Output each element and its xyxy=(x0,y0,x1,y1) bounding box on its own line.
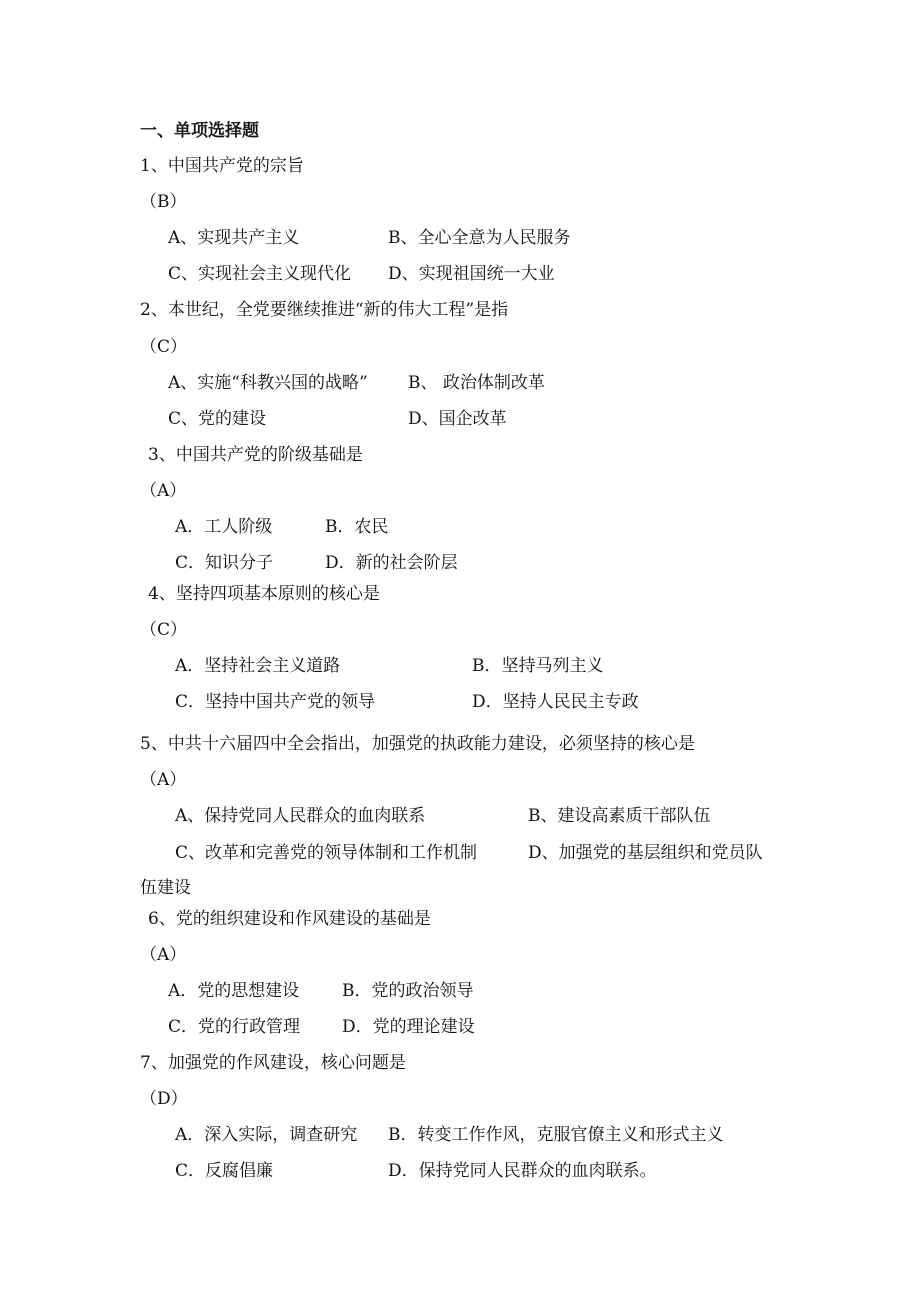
question-6-answer: （A） xyxy=(140,945,187,965)
question-6-option-a: A．党的思想建设 xyxy=(168,981,300,1001)
question-3-answer: （A） xyxy=(140,481,187,501)
question-4-stem: 4、坚持四项基本原则的核心是 xyxy=(148,584,380,604)
question-2-option-c: C、党的建设 xyxy=(168,409,267,429)
question-3-option-a: A．工人阶级 xyxy=(175,517,273,537)
question-7-option-d: D．保持党同人民群众的血肉联系。 xyxy=(388,1161,657,1181)
question-5-option-b: B、建设高素质干部队伍 xyxy=(528,806,711,826)
question-2-stem: 2、本世纪，全党要继续推进“新的伟大工程”是指 xyxy=(140,300,509,320)
question-5-option-d-continuation: 伍建设 xyxy=(140,878,191,898)
question-2-answer: （C） xyxy=(140,337,188,357)
question-2-option-d: D、国企改革 xyxy=(408,409,507,429)
question-7-option-b: B．转变工作作风，克服官僚主义和形式主义 xyxy=(388,1125,724,1145)
question-6-option-c: C．党的行政管理 xyxy=(168,1017,301,1037)
question-1-answer: （B） xyxy=(140,192,187,212)
question-6-option-d: D．党的理论建设 xyxy=(342,1017,475,1037)
question-6-stem: 6、党的组织建设和作风建设的基础是 xyxy=(148,909,431,929)
question-7-answer: （D） xyxy=(140,1089,188,1109)
question-1-stem: 1、中国共产党的宗旨 xyxy=(140,156,304,176)
question-5-answer: （A） xyxy=(140,770,187,790)
question-5-option-d: D、加强党的基层组织和党员队 xyxy=(528,843,763,863)
question-2-option-b: B、 政治体制改革 xyxy=(408,373,545,393)
question-6-option-b: B．党的政治领导 xyxy=(342,981,474,1001)
question-3-option-b: B．农民 xyxy=(325,517,389,537)
question-2-option-a: A、实施“科教兴国的战略” xyxy=(168,373,368,393)
question-3-stem: 3、中国共产党的阶级基础是 xyxy=(148,445,363,465)
question-4-option-d: D．坚持人民民主专政 xyxy=(472,692,639,712)
question-3-option-d: D．新的社会阶层 xyxy=(325,553,458,573)
question-4-answer: （C） xyxy=(140,620,188,640)
question-7-option-a: A．深入实际，调查研究 xyxy=(175,1125,358,1145)
question-4-option-c: C．坚持中国共产党的领导 xyxy=(175,692,376,712)
question-5-stem: 5、中共十六届四中全会指出，加强党的执政能力建设，必须坚持的核心是 xyxy=(140,734,695,754)
question-1-option-c: C、实现社会主义现代化 xyxy=(168,264,352,284)
question-1-option-d: D、实现祖国统一大业 xyxy=(388,264,555,284)
question-5-option-a: A、保持党同人民群众的血肉联系 xyxy=(175,806,426,826)
question-7-option-c: C．反腐倡廉 xyxy=(175,1161,274,1181)
question-4-option-b: B．坚持马列主义 xyxy=(472,656,604,676)
question-7-stem: 7、加强党的作风建设，核心问题是 xyxy=(140,1053,406,1073)
question-3-option-c: C．知识分子 xyxy=(175,553,274,573)
question-5-option-c: C、改革和完善党的领导体制和工作机制 xyxy=(175,843,478,863)
question-1-option-b: B、全心全意为人民服务 xyxy=(388,228,571,248)
question-1-option-a: A、实现共产主义 xyxy=(168,228,300,248)
question-4-option-a: A．坚持社会主义道路 xyxy=(175,656,341,676)
section-title: 一、单项选择题 xyxy=(140,121,259,141)
